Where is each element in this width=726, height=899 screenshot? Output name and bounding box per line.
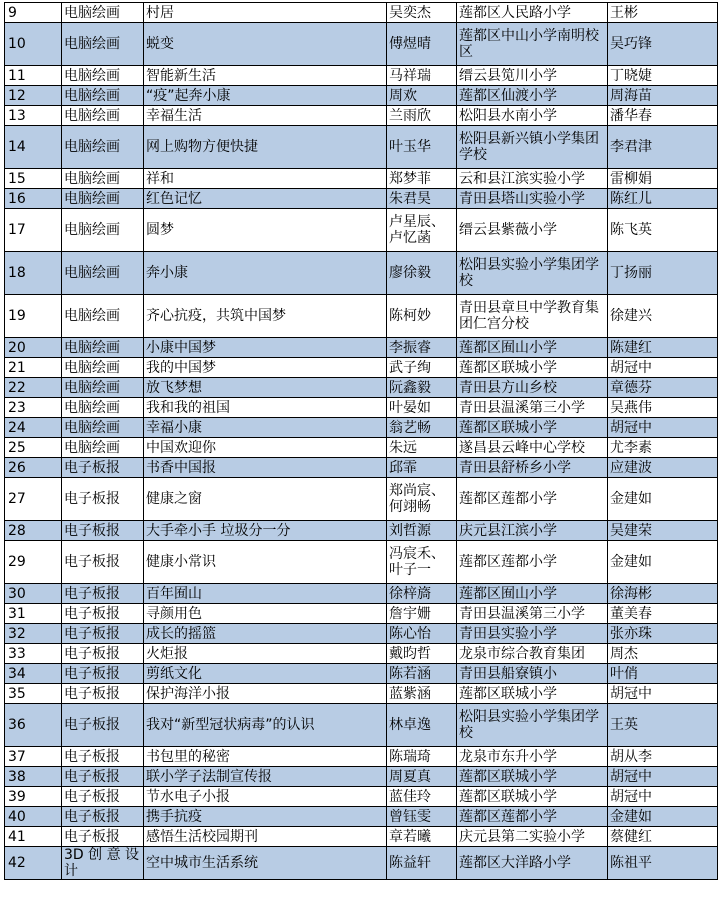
cell-category: 电子板报 xyxy=(62,458,144,478)
cell-author: 詹宇姗 xyxy=(387,604,457,624)
cell-teacher: 陈建红 xyxy=(608,338,718,358)
cell-author: 周欢 xyxy=(387,86,457,106)
cell-category: 电脑绘画 xyxy=(62,169,144,189)
cell-author: 蓝佳玲 xyxy=(387,787,457,807)
cell-title: 书包里的秘密 xyxy=(144,747,387,767)
cell-title: 村居 xyxy=(144,3,387,23)
cell-category: 电子板报 xyxy=(62,747,144,767)
cell-category: 电脑绘画 xyxy=(62,252,144,295)
cell-author: 吴奕杰 xyxy=(387,3,457,23)
cell-title: 小康中国梦 xyxy=(144,338,387,358)
cell-school: 莲都区仙渡小学 xyxy=(457,86,608,106)
cell-no: 10 xyxy=(5,23,62,66)
cell-teacher: 吴建荣 xyxy=(608,521,718,541)
cell-author: 陈若涵 xyxy=(387,664,457,684)
cell-school: 莲都区囿山小学 xyxy=(457,338,608,358)
cell-teacher: 徐海彬 xyxy=(608,584,718,604)
table-row xyxy=(5,684,718,704)
table-row xyxy=(5,584,718,604)
cell-school: 青田县舒桥乡小学 xyxy=(457,458,608,478)
cell-school: 青田县方山乡校 xyxy=(457,378,608,398)
cell-no: 14 xyxy=(5,126,62,169)
table-row xyxy=(5,378,718,398)
table-row xyxy=(5,747,718,767)
cell-school: 莲都区中山小学南明校区 xyxy=(457,23,608,66)
cell-author: 戴昀哲 xyxy=(387,644,457,664)
table-row xyxy=(5,169,718,189)
cell-author: 郑梦菲 xyxy=(387,169,457,189)
cell-title: 蜕变 xyxy=(144,23,387,66)
cell-category: 电子板报 xyxy=(62,684,144,704)
cell-school: 莲都区莲都小学 xyxy=(457,478,608,521)
cell-no: 27 xyxy=(5,478,62,521)
table-body xyxy=(5,3,718,880)
cell-no: 13 xyxy=(5,106,62,126)
cell-title: 健康之窗 xyxy=(144,478,387,521)
cell-author: 林卓逸 xyxy=(387,704,457,747)
cell-teacher: 吴巧锋 xyxy=(608,23,718,66)
cell-category: 电子板报 xyxy=(62,787,144,807)
cell-school: 松阳县实验小学集团学校 xyxy=(457,252,608,295)
cell-teacher: 金建如 xyxy=(608,807,718,827)
cell-teacher: 胡从李 xyxy=(608,747,718,767)
table-row xyxy=(5,398,718,418)
cell-school: 莲都区联城小学 xyxy=(457,684,608,704)
table-row xyxy=(5,106,718,126)
cell-category: 电子板报 xyxy=(62,624,144,644)
cell-category: 电脑绘画 xyxy=(62,106,144,126)
table-row xyxy=(5,418,718,438)
cell-title: 我对“新型冠状病毒”的认识 xyxy=(144,704,387,747)
table-row xyxy=(5,86,718,106)
cell-author: 卢星辰、卢忆菡 xyxy=(387,209,457,252)
cell-category: 电脑绘画 xyxy=(62,3,144,23)
cell-category: 3D 创 意 设计 xyxy=(62,847,144,880)
cell-school: 莲都区囿山小学 xyxy=(457,584,608,604)
cell-teacher: 陈飞英 xyxy=(608,209,718,252)
cell-teacher: 陈红儿 xyxy=(608,189,718,209)
cell-no: 29 xyxy=(5,541,62,584)
table-row xyxy=(5,3,718,23)
cell-category: 电子板报 xyxy=(62,704,144,747)
cell-school: 缙云县紫薇小学 xyxy=(457,209,608,252)
table-row xyxy=(5,767,718,787)
cell-title: 寻颜用色 xyxy=(144,604,387,624)
cell-author: 叶玉华 xyxy=(387,126,457,169)
table-row xyxy=(5,624,718,644)
cell-category: 电子板报 xyxy=(62,664,144,684)
cell-category: 电子板报 xyxy=(62,521,144,541)
cell-author: 傅煜晴 xyxy=(387,23,457,66)
cell-no: 30 xyxy=(5,584,62,604)
cell-no: 17 xyxy=(5,209,62,252)
cell-no: 9 xyxy=(5,3,62,23)
cell-author: 陈心怡 xyxy=(387,624,457,644)
cell-school: 莲都区联城小学 xyxy=(457,418,608,438)
cell-category: 电子板报 xyxy=(62,584,144,604)
cell-school: 莲都区莲都小学 xyxy=(457,807,608,827)
cell-author: 兰雨欣 xyxy=(387,106,457,126)
cell-author: 陈柯妙 xyxy=(387,295,457,338)
cell-teacher: 胡冠中 xyxy=(608,684,718,704)
cell-no: 35 xyxy=(5,684,62,704)
cell-title: 网上购物方便快捷 xyxy=(144,126,387,169)
cell-teacher: 金建如 xyxy=(608,478,718,521)
cell-title: 百年囿山 xyxy=(144,584,387,604)
cell-title: 保护海洋小报 xyxy=(144,684,387,704)
cell-category: 电子板报 xyxy=(62,767,144,787)
cell-category: 电脑绘画 xyxy=(62,338,144,358)
cell-category: 电子板报 xyxy=(62,604,144,624)
cell-category: 电脑绘画 xyxy=(62,23,144,66)
cell-no: 40 xyxy=(5,807,62,827)
cell-school: 缙云县笕川小学 xyxy=(457,66,608,86)
cell-author: 陈益轩 xyxy=(387,847,457,880)
cell-teacher: 李君津 xyxy=(608,126,718,169)
cell-no: 24 xyxy=(5,418,62,438)
cell-school: 青田县实验小学 xyxy=(457,624,608,644)
table-row xyxy=(5,66,718,86)
cell-no: 42 xyxy=(5,847,62,880)
cell-teacher: 尤李素 xyxy=(608,438,718,458)
cell-category: 电脑绘画 xyxy=(62,66,144,86)
award-list-table xyxy=(4,2,718,880)
cell-school: 云和县江滨实验小学 xyxy=(457,169,608,189)
table-row xyxy=(5,295,718,338)
cell-author: 马祥瑞 xyxy=(387,66,457,86)
cell-title: 节水电子小报 xyxy=(144,787,387,807)
cell-author: 叶晏如 xyxy=(387,398,457,418)
cell-no: 15 xyxy=(5,169,62,189)
cell-school: 青田县塔山实验小学 xyxy=(457,189,608,209)
cell-no: 11 xyxy=(5,66,62,86)
cell-author: 蓝紫涵 xyxy=(387,684,457,704)
cell-category: 电脑绘画 xyxy=(62,358,144,378)
table-row xyxy=(5,338,718,358)
table-row xyxy=(5,541,718,584)
cell-teacher: 王彬 xyxy=(608,3,718,23)
cell-no: 37 xyxy=(5,747,62,767)
table-row xyxy=(5,847,718,880)
cell-title: 我和我的祖国 xyxy=(144,398,387,418)
cell-school: 莲都区大洋路小学 xyxy=(457,847,608,880)
cell-no: 41 xyxy=(5,827,62,847)
cell-no: 34 xyxy=(5,664,62,684)
cell-title: 红色记忆 xyxy=(144,189,387,209)
cell-title: 成长的摇篮 xyxy=(144,624,387,644)
table-row xyxy=(5,252,718,295)
cell-no: 23 xyxy=(5,398,62,418)
cell-title: 幸福小康 xyxy=(144,418,387,438)
cell-teacher: 胡冠中 xyxy=(608,358,718,378)
cell-author: 朱君昊 xyxy=(387,189,457,209)
cell-category: 电子板报 xyxy=(62,541,144,584)
table-row xyxy=(5,827,718,847)
cell-no: 18 xyxy=(5,252,62,295)
table-row xyxy=(5,358,718,378)
cell-title: 我的中国梦 xyxy=(144,358,387,378)
cell-title: 祥和 xyxy=(144,169,387,189)
cell-category: 电脑绘画 xyxy=(62,295,144,338)
cell-teacher: 丁晓婕 xyxy=(608,66,718,86)
cell-school: 松阳县实验小学集团学校 xyxy=(457,704,608,747)
cell-category: 电脑绘画 xyxy=(62,209,144,252)
cell-title: 剪纸文化 xyxy=(144,664,387,684)
table-row xyxy=(5,189,718,209)
cell-school: 莲都区联城小学 xyxy=(457,358,608,378)
cell-school: 青田县船寮镇小 xyxy=(457,664,608,684)
cell-category: 电脑绘画 xyxy=(62,86,144,106)
cell-school: 龙泉市东升小学 xyxy=(457,747,608,767)
cell-category: 电脑绘画 xyxy=(62,398,144,418)
cell-school: 松阳县新兴镇小学集团学校 xyxy=(457,126,608,169)
cell-title: “疫”起奔小康 xyxy=(144,86,387,106)
cell-author: 刘哲源 xyxy=(387,521,457,541)
cell-author: 武子绚 xyxy=(387,358,457,378)
cell-author: 章若曦 xyxy=(387,827,457,847)
cell-title: 齐心抗疫，共筑中国梦 xyxy=(144,295,387,338)
cell-school: 青田县章旦中学教育集团仁宫分校 xyxy=(457,295,608,338)
cell-teacher: 金建如 xyxy=(608,541,718,584)
cell-no: 16 xyxy=(5,189,62,209)
cell-author: 郑尚宸、何翊畅 xyxy=(387,478,457,521)
cell-no: 22 xyxy=(5,378,62,398)
cell-teacher: 王英 xyxy=(608,704,718,747)
cell-title: 奔小康 xyxy=(144,252,387,295)
table-row xyxy=(5,126,718,169)
cell-title: 放飞梦想 xyxy=(144,378,387,398)
cell-no: 26 xyxy=(5,458,62,478)
cell-author: 周夏真 xyxy=(387,767,457,787)
cell-teacher: 叶俏 xyxy=(608,664,718,684)
cell-title: 幸福生活 xyxy=(144,106,387,126)
cell-teacher: 雷柳娟 xyxy=(608,169,718,189)
cell-school: 莲都区莲都小学 xyxy=(457,541,608,584)
cell-teacher: 潘华春 xyxy=(608,106,718,126)
cell-teacher: 胡冠中 xyxy=(608,767,718,787)
cell-no: 33 xyxy=(5,644,62,664)
cell-author: 冯宸禾、叶子一 xyxy=(387,541,457,584)
table-row xyxy=(5,521,718,541)
table-row xyxy=(5,209,718,252)
cell-no: 25 xyxy=(5,438,62,458)
cell-teacher: 应建波 xyxy=(608,458,718,478)
cell-school: 遂昌县云峰中心学校 xyxy=(457,438,608,458)
cell-teacher: 徐建兴 xyxy=(608,295,718,338)
table-row xyxy=(5,664,718,684)
cell-category: 电子板报 xyxy=(62,644,144,664)
cell-no: 36 xyxy=(5,704,62,747)
cell-teacher: 丁扬丽 xyxy=(608,252,718,295)
cell-school: 庆元县江滨小学 xyxy=(457,521,608,541)
cell-teacher: 周杰 xyxy=(608,644,718,664)
cell-school: 庆元县第二实验小学 xyxy=(457,827,608,847)
table-row xyxy=(5,23,718,66)
cell-category: 电脑绘画 xyxy=(62,126,144,169)
cell-author: 徐梓旖 xyxy=(387,584,457,604)
table-row xyxy=(5,704,718,747)
cell-teacher: 周海苗 xyxy=(608,86,718,106)
cell-no: 21 xyxy=(5,358,62,378)
cell-school: 青田县温溪第三小学 xyxy=(457,398,608,418)
cell-title: 感悟生活校园期刊 xyxy=(144,827,387,847)
cell-author: 廖徐毅 xyxy=(387,252,457,295)
cell-teacher: 胡冠中 xyxy=(608,418,718,438)
cell-title: 健康小常识 xyxy=(144,541,387,584)
table-row xyxy=(5,438,718,458)
cell-category: 电脑绘画 xyxy=(62,418,144,438)
cell-author: 朱远 xyxy=(387,438,457,458)
cell-category: 电脑绘画 xyxy=(62,378,144,398)
cell-no: 31 xyxy=(5,604,62,624)
cell-teacher: 张亦珠 xyxy=(608,624,718,644)
cell-no: 28 xyxy=(5,521,62,541)
cell-school: 莲都区人民路小学 xyxy=(457,3,608,23)
table-row xyxy=(5,478,718,521)
cell-no: 39 xyxy=(5,787,62,807)
cell-title: 火炬报 xyxy=(144,644,387,664)
cell-title: 中国欢迎你 xyxy=(144,438,387,458)
cell-title: 圆梦 xyxy=(144,209,387,252)
cell-author: 曾钰雯 xyxy=(387,807,457,827)
cell-category: 电脑绘画 xyxy=(62,438,144,458)
cell-no: 19 xyxy=(5,295,62,338)
cell-school: 莲都区联城小学 xyxy=(457,787,608,807)
cell-title: 联小学子法制宣传报 xyxy=(144,767,387,787)
cell-no: 38 xyxy=(5,767,62,787)
table-row xyxy=(5,604,718,624)
cell-title: 携手抗疫 xyxy=(144,807,387,827)
cell-category: 电脑绘画 xyxy=(62,189,144,209)
cell-teacher: 章德芬 xyxy=(608,378,718,398)
cell-school: 青田县温溪第三小学 xyxy=(457,604,608,624)
cell-title: 智能新生活 xyxy=(144,66,387,86)
cell-teacher: 董美春 xyxy=(608,604,718,624)
cell-teacher: 陈祖平 xyxy=(608,847,718,880)
cell-category: 电子板报 xyxy=(62,807,144,827)
cell-author: 陈瑞琦 xyxy=(387,747,457,767)
cell-title: 书香中国报 xyxy=(144,458,387,478)
cell-category: 电子板报 xyxy=(62,478,144,521)
table-row xyxy=(5,787,718,807)
cell-no: 12 xyxy=(5,86,62,106)
cell-teacher: 吴燕伟 xyxy=(608,398,718,418)
cell-author: 邱霏 xyxy=(387,458,457,478)
table-row xyxy=(5,458,718,478)
cell-author: 翁艺畅 xyxy=(387,418,457,438)
cell-school: 莲都区联城小学 xyxy=(457,767,608,787)
cell-teacher: 蔡健红 xyxy=(608,827,718,847)
table-row xyxy=(5,807,718,827)
cell-school: 龙泉市综合教育集团 xyxy=(457,644,608,664)
cell-no: 20 xyxy=(5,338,62,358)
cell-teacher: 胡冠中 xyxy=(608,787,718,807)
cell-author: 李振睿 xyxy=(387,338,457,358)
cell-title: 空中城市生活系统 xyxy=(144,847,387,880)
table-row xyxy=(5,644,718,664)
cell-title: 大手牵小手 垃圾分一分 xyxy=(144,521,387,541)
cell-no: 32 xyxy=(5,624,62,644)
cell-category: 电子板报 xyxy=(62,827,144,847)
cell-author: 阮鑫毅 xyxy=(387,378,457,398)
cell-school: 松阳县水南小学 xyxy=(457,106,608,126)
